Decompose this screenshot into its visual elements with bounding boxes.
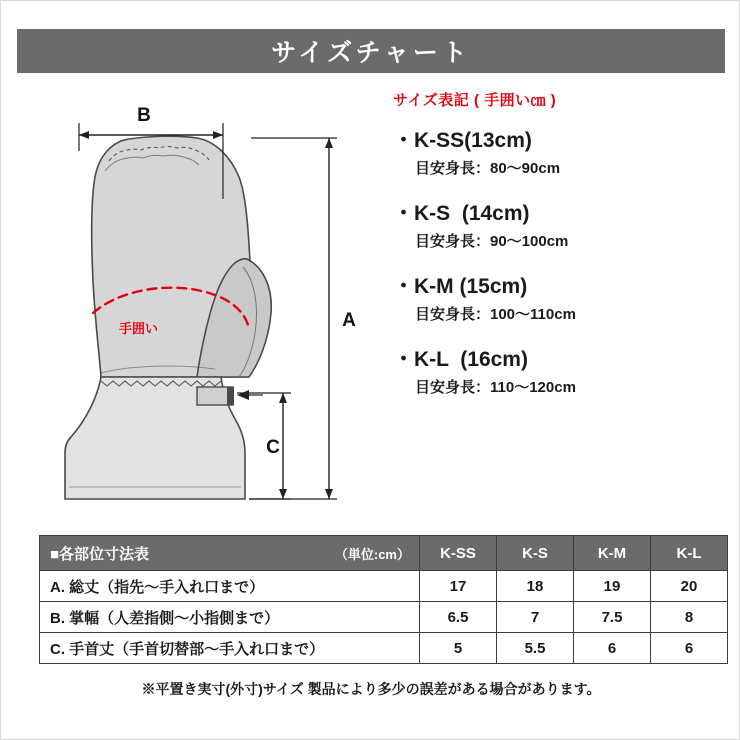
table-row <box>40 633 728 664</box>
cell-value: 19 <box>574 571 651 602</box>
size-list-heading: サイズ表記 ( 手囲い㎝ ) <box>393 92 557 109</box>
size-item-height: 目安身長：90～100cm <box>415 233 569 250</box>
page-title-bar <box>17 29 725 73</box>
cell-value: 6 <box>651 633 728 664</box>
cell-value: 5.5 <box>497 633 574 664</box>
dimension-a-label: A <box>342 310 356 331</box>
size-item-height: 目安身長：100～110cm <box>415 306 576 323</box>
table-header-k-s: K-S <box>497 536 574 571</box>
measurement-note: ※平置き実寸(外寸)サイズ 製品により多少の誤差がある場合があります。 <box>141 681 601 697</box>
size-item-name: ・ K-M (15cm) <box>393 270 723 300</box>
cell-value: 17 <box>420 571 497 602</box>
table-header-k-m: K-M <box>574 536 651 571</box>
table-header-k-l: K-L <box>651 536 728 571</box>
size-item-k-ss <box>393 124 723 178</box>
spec-table <box>39 535 728 664</box>
spec-table-wrapper <box>39 535 703 664</box>
cell-value: 8 <box>651 602 728 633</box>
size-item-k-l <box>393 343 723 397</box>
dimension-b-label: B <box>137 105 151 126</box>
cell-value: 20 <box>651 571 728 602</box>
size-item-name: ・ K-L (16cm) <box>393 343 723 373</box>
table-row <box>40 602 728 633</box>
table-header-row <box>40 536 728 571</box>
table-header-title: ■各部位寸法表 <box>50 545 150 563</box>
size-item-k-s <box>393 197 723 251</box>
row-label-wrist-length: C. 手首丈（手首切替部～手入れ口まで） <box>40 633 420 664</box>
table-header-label <box>40 536 420 571</box>
size-item-name: ・ K-S (14cm) <box>393 197 723 227</box>
table-row <box>40 571 728 602</box>
cell-value: 7 <box>497 602 574 633</box>
size-item-height: 目安身長：80～90cm <box>415 160 561 177</box>
row-label-palm-width: B. 掌幅（人差指側～小指側まで） <box>40 602 420 633</box>
size-list <box>393 89 723 416</box>
size-item-k-m <box>393 270 723 324</box>
row-label-total-length: A. 総丈（指先～手入れ口まで） <box>40 571 420 602</box>
cell-value: 6 <box>574 633 651 664</box>
page-title: サイズチャート <box>271 39 471 67</box>
size-item-height: 目安身長：110～120cm <box>415 379 576 396</box>
size-item-name: ・ K-SS(13cm) <box>393 124 723 154</box>
cell-value: 6.5 <box>420 602 497 633</box>
dimension-c-label: C <box>266 437 280 458</box>
cell-value: 18 <box>497 571 574 602</box>
table-header-unit: （単位:cm） <box>334 546 410 562</box>
hand-circumference-label: 手囲い <box>119 321 159 336</box>
cell-value: 7.5 <box>574 602 651 633</box>
cell-value: 5 <box>420 633 497 664</box>
table-header-k-ss: K-SS <box>420 536 497 571</box>
